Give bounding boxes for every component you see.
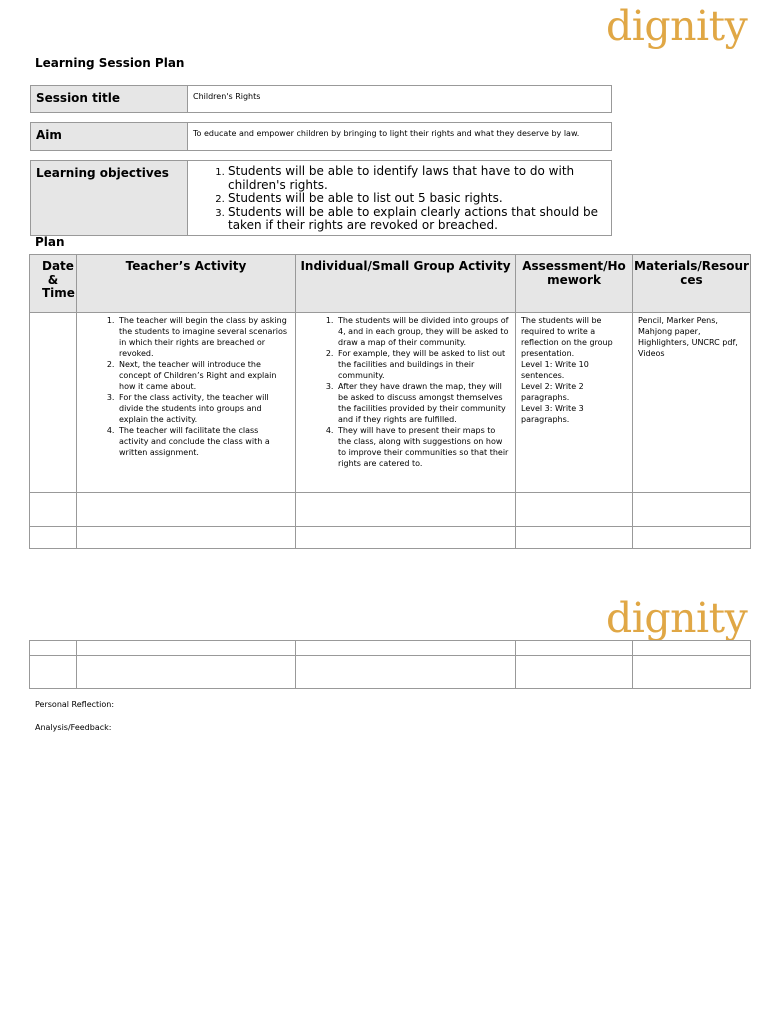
personal-reflection-label: Personal Reflection: bbox=[35, 700, 115, 709]
learning-objectives-table bbox=[30, 160, 612, 236]
table-row bbox=[30, 641, 751, 656]
list-item: 1. The teacher will begin the class by asking the students to imagine several scenarios in which their rights are breached or revoked. bbox=[117, 315, 290, 359]
assessment-cell bbox=[516, 313, 633, 493]
session-title-label: Session title bbox=[31, 86, 188, 113]
objective-item: 3. Students will be able to explain clearly actions that should be taken if their rights are revoked or breached. bbox=[228, 206, 606, 233]
header-assessment: Assessment/Homework bbox=[516, 255, 633, 313]
table-row bbox=[30, 527, 751, 549]
aim-label: Aim bbox=[31, 123, 188, 151]
list-item: 4. They will have to present their maps to the class, along with suggestions on how to improve their communities so that their rights are catered to. bbox=[336, 425, 510, 469]
objective-item: 2. Students will be able to list out 5 basic rights. bbox=[228, 192, 606, 206]
assessment-line: Level 1: Write 10 sentences. bbox=[521, 360, 589, 380]
list-item: 1. The students will be divided into groups of 4, and in each group, they will be asked to draw a map of their community. bbox=[336, 315, 510, 348]
plan-label: Plan bbox=[35, 235, 65, 249]
materials-cell: Pencil, Marker Pens, Mahjong paper, Highlighters, UNCRC pdf, Videos bbox=[633, 313, 751, 493]
list-item: 2. Next, the teacher will introduce the concept of Children’s Right and explain how it came about. bbox=[117, 359, 290, 392]
session-title-value: Children's Rights bbox=[188, 86, 612, 113]
dignity-logo: dignity bbox=[606, 2, 748, 50]
table-row bbox=[30, 656, 751, 689]
dignity-logo: dignity bbox=[606, 594, 748, 642]
aim-value: To educate and empower children by bringing to light their rights and what they deserve by law. bbox=[188, 123, 612, 151]
objective-item: 1. Students will be able to identify laws that have to do with children's rights. bbox=[228, 165, 606, 192]
header-materials: Materials/Resources bbox=[633, 255, 751, 313]
plan-table-continued bbox=[29, 640, 751, 689]
list-item: 3. For the class activity, the teacher will divide the students into groups and explain the activity. bbox=[117, 392, 290, 425]
group-activity-cell bbox=[296, 313, 516, 493]
assessment-line: Level 3: Write 3 paragraphs. bbox=[521, 404, 584, 424]
header-date-time: Date & Time bbox=[30, 255, 77, 313]
list-item: 4. The teacher will facilitate the class activity and conclude the class with a written assignment. bbox=[117, 425, 290, 458]
teacher-activity-list bbox=[82, 315, 290, 458]
assessment-line: Level 2: Write 2 paragraphs. bbox=[521, 382, 584, 402]
teacher-activity-cell bbox=[77, 313, 296, 493]
header-group-activity: Individual/Small Group Activity bbox=[296, 255, 516, 313]
date-time-cell bbox=[30, 313, 77, 493]
group-activity-list bbox=[301, 315, 510, 469]
session-title-table bbox=[30, 85, 612, 113]
objectives-list bbox=[188, 165, 606, 233]
list-item: 3. After they have drawn the map, they will be asked to discuss amongst themselves the facilities provided by their community and if they rights are fulfilled. bbox=[336, 381, 510, 425]
document-title: Learning Session Plan bbox=[35, 56, 185, 70]
analysis-feedback-label: Analysis/Feedback: bbox=[35, 723, 112, 732]
aim-table bbox=[30, 122, 612, 151]
table-row bbox=[30, 493, 751, 527]
list-item: 2. For example, they will be asked to list out the facilities and buildings in their community. bbox=[336, 348, 510, 381]
assessment-line: The students will be required to write a reflection on the group presentation. bbox=[521, 316, 613, 358]
plan-table bbox=[29, 254, 751, 549]
header-teacher-activity: Teacher’s Activity bbox=[77, 255, 296, 313]
learning-objectives-label: Learning objectives bbox=[31, 161, 188, 236]
